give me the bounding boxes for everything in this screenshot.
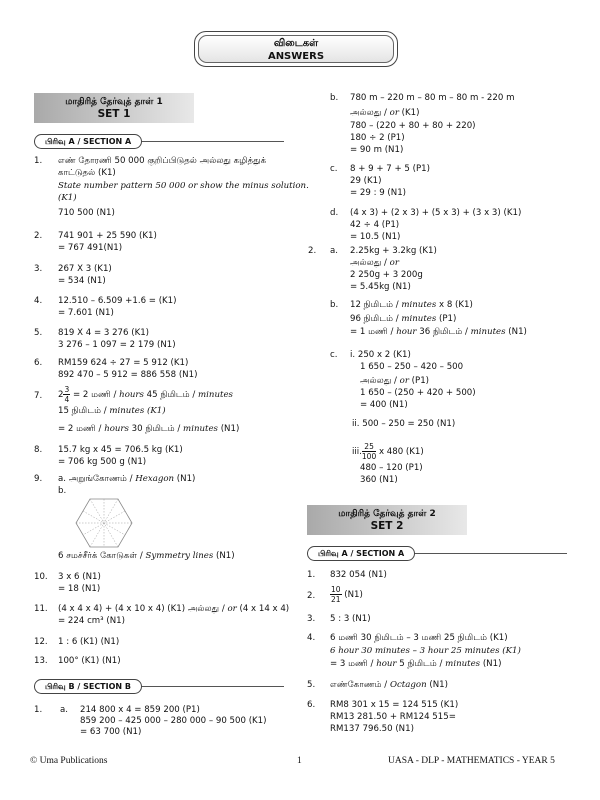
q3-line1: 267 X 3 (K1): [58, 264, 112, 274]
q1-line2: காட்டுதல் (K1): [58, 168, 116, 178]
s4-line1: 6 மணி 30 நிமிடம் – 3 மணி 25 நிமிடம் (K1): [330, 633, 508, 643]
q9-a-italic: Hexagon: [135, 474, 175, 484]
set1-subtitle: SET 1: [97, 108, 131, 120]
r2c-i-line4: 1 650 – (250 + 420 + 500): [360, 388, 476, 398]
r2b-l3-c: 36 நிமிடம் /: [416, 327, 471, 337]
s5-l1-a: எண்கோணம் /: [330, 680, 390, 690]
s5-number: 5.: [307, 680, 316, 690]
q1-line5: 710 500 (N1): [58, 208, 115, 218]
answers-title-inner: [198, 35, 394, 63]
r2b-l3-b: hour: [396, 327, 417, 337]
r2c-iii-num: 25: [362, 442, 376, 452]
q2-line2: = 767 491(N1): [58, 243, 123, 253]
s4-l3-c: 5 நிமிடம் /: [396, 659, 446, 669]
q13-number: 13.: [34, 656, 48, 666]
r2b-line2: [350, 314, 456, 325]
footer-page-number: 1: [297, 756, 302, 766]
q7-line3: [58, 424, 239, 435]
q4-line2: = 7.601 (N1): [58, 308, 114, 318]
set1-title: மாதிரித் தேர்வுத் தாள் 1: [65, 97, 163, 107]
q6-number: 6.: [34, 358, 43, 368]
s4-l3-a: = 3 மணி /: [330, 659, 377, 669]
q7-text-b: hours: [119, 390, 144, 400]
q4-line1: 12.510 – 6.509 +1.6 = (K1): [58, 296, 177, 306]
r2a-l2-b: or: [389, 258, 399, 268]
r2b-label: b.: [330, 300, 339, 310]
rd-line2: 42 ÷ 4 (P1): [350, 220, 400, 230]
r2c-iii-b: x 480 (K1): [376, 447, 424, 457]
s3-number: 3.: [307, 614, 316, 624]
rb-line2: [350, 108, 419, 119]
rb-l2-b: or: [389, 108, 399, 118]
s6-line1: RM8 301 x 15 = 124 515 (K1): [330, 700, 459, 710]
rc-line3: = 29 : 9 (N1): [350, 188, 407, 198]
q7-text-c: 45 நிமிடம் /: [143, 390, 199, 400]
r2b-l3-e: (N1): [505, 327, 527, 337]
r2b-l1-a: 12 நிமிடம் /: [350, 300, 402, 310]
q12-number: 12.: [34, 637, 48, 647]
s3-line1: 5 : 3 (N1): [330, 614, 371, 624]
q11-l1-b: or: [227, 604, 237, 614]
q6-line2: 892 470 – 5 912 = 886 558 (N1): [58, 370, 198, 380]
q7-text-d: minutes: [198, 390, 233, 400]
rb-line4: 180 ÷ 2 (P1): [350, 133, 405, 143]
q7-number: 7.: [34, 391, 43, 401]
s1-number: 1.: [307, 570, 316, 580]
r2a-line4: = 5.45kg (N1): [350, 282, 411, 292]
q9-c-mark: (N1): [213, 551, 235, 561]
q9-a-text: a. அறுங்கோணம் /: [58, 474, 136, 484]
r2b-l2-a: 96 நிமிடம் /: [350, 314, 402, 324]
q12-line1: 1 : 6 (K1) (N1): [58, 637, 120, 647]
q6-line1: RM159 624 ÷ 27 = 5 912 (K1): [58, 358, 189, 368]
r2-number: 2.: [308, 246, 317, 256]
q10-line1: 3 x 6 (N1): [58, 572, 101, 582]
set1-header: [34, 93, 194, 123]
r2a-line1: 2.25kg + 3.2kg (K1): [350, 246, 437, 256]
rc-line2: 29 (K1): [350, 176, 382, 186]
s4-line2: 6 hour 30 minutes – 3 hour 25 minutes (K1): [330, 646, 521, 656]
s5-line1: [330, 680, 448, 691]
s6-line2: RM13 281.50 + RM124 515=: [330, 712, 456, 722]
q9-a-mark: (N1): [174, 474, 196, 484]
rd-label: d.: [330, 208, 339, 218]
rd-line3: = 10.5 (N1): [350, 232, 401, 242]
r2a-l2-a: அல்லது /: [350, 258, 390, 268]
s4-l3-d: minutes: [445, 659, 481, 669]
q7-whole: 2: [58, 390, 64, 400]
q10-line2: = 18 (N1): [58, 584, 101, 594]
rb-label: b.: [330, 93, 339, 103]
s6-number: 6.: [307, 700, 316, 710]
q5-line1: 819 X 4 = 3 276 (K1): [58, 328, 150, 338]
hexagon-symmetry-figure: [68, 496, 140, 550]
q3-number: 3.: [34, 264, 43, 274]
answers-title-box: [194, 31, 398, 67]
r2c-i-line1: i. 250 x 2 (K1): [350, 350, 411, 360]
q1-line4: (K1): [58, 193, 77, 203]
q9-a: [58, 474, 195, 485]
s4-line3: [330, 659, 501, 670]
q11-l1-c: (4 x 14 x 4): [236, 604, 290, 614]
r2c-i3-c: (P1): [408, 376, 430, 386]
q3-line2: = 534 (N1): [58, 276, 106, 286]
r2b-l2-b: minutes: [401, 314, 437, 324]
b1-line1: 214 800 x 4 = 859 200 (P1): [80, 705, 200, 715]
b1-line3: = 63 700 (N1): [80, 727, 142, 737]
q1-line3: State number pattern 50 000 or show the minus solution.: [58, 181, 309, 191]
r2c-iii-line2: 480 – 120 (P1): [360, 463, 423, 473]
q9-c: [58, 551, 235, 562]
q10-number: 10.: [34, 572, 48, 582]
r2b-l1-c: x 8 (K1): [436, 300, 473, 310]
title-tamil: விடைகள்: [273, 38, 319, 49]
r2a-line3: 2 250g + 3 200g: [350, 270, 423, 280]
r2a-line2: [350, 258, 399, 269]
q13-line1: 100° (K1) (N1): [58, 656, 121, 666]
q9-b: b.: [58, 486, 67, 496]
s2-fraction: [330, 585, 342, 604]
r2c-ii: ii. 500 – 250 = 250 (N1): [352, 419, 456, 429]
set2-title: மாதிரித் தேர்வுத் தாள் 2: [338, 509, 436, 519]
q7-l3-b: hours: [104, 424, 129, 434]
r2c-i3-a: அல்லது /: [360, 376, 400, 386]
q7-l2-a: 15 நிமிடம் /: [58, 406, 110, 416]
r2b-l2-c: (P1): [436, 314, 457, 324]
q11-l1-a: (4 x 4 x 4) + (4 x 10 x 4) (K1) அல்லது /: [58, 604, 228, 614]
set2-header: [307, 505, 467, 535]
s6-line3: RM137 796.50 (N1): [330, 724, 414, 734]
rc-line1: 8 + 9 + 7 + 5 (P1): [350, 164, 430, 174]
q7-text-a: = 2 மணி /: [70, 390, 120, 400]
q7-line2: [58, 406, 166, 417]
r2c-iii: [352, 442, 424, 461]
rb-line1: 780 m – 220 m – 80 m – 80 m - 220 m: [350, 93, 515, 103]
q5-number: 5.: [34, 328, 43, 338]
section-b-pill: பிரிவு B / SECTION B: [34, 679, 142, 694]
q7-l2-b: minutes (K1): [109, 406, 166, 416]
q5-line2: 3 276 – 1 097 = 2 179 (N1): [58, 340, 176, 350]
q11-line2: = 224 cm³ (N1): [58, 616, 125, 626]
s4-number: 4.: [307, 633, 316, 643]
r2c-i-line3: [360, 376, 429, 387]
s2-den: 21: [331, 595, 341, 604]
rb-l2-c: (K1): [398, 108, 420, 118]
q7-line1: [58, 385, 233, 404]
q9-c-italic: Symmetry lines: [145, 551, 214, 561]
q4-number: 4.: [34, 296, 43, 306]
q9-c-text: 6 சமச்சீர்க் கோடுகள் /: [58, 551, 146, 561]
s5-l1-b: Octagon: [389, 680, 427, 690]
r2b-line1: [350, 300, 473, 311]
r2c-iii-label: iii.: [352, 447, 362, 457]
q1-number: 1.: [34, 156, 43, 166]
q7-l3-d: minutes: [183, 424, 218, 434]
rb-line3: 780 – (220 + 80 + 80 + 220): [350, 121, 476, 131]
s2-mark: (N1): [341, 590, 363, 600]
q7-denominator: 4: [64, 395, 70, 404]
q1-line1: எண் தோரணி 50 000 குறிப்பிடுதல் அல்லது கழித்துக்: [58, 156, 267, 166]
r2a-label: a.: [330, 246, 338, 256]
s2-number: 2.: [307, 591, 316, 601]
footer-title: UASA - DLP - MATHEMATICS - YEAR 5: [388, 756, 555, 766]
q7-l3-c: 30 நிமிடம் /: [128, 424, 184, 434]
q2-line1: 741 901 + 25 590 (K1): [58, 231, 157, 241]
q11-line1: [58, 604, 289, 615]
s2-num: 10: [331, 585, 341, 594]
s4-l3-e: (N1): [480, 659, 502, 669]
s5-l1-c: (N1): [426, 680, 448, 690]
r2b-l3-d: minutes: [470, 327, 506, 337]
q8-line2: = 706 kg 500 g (N1): [58, 457, 147, 467]
s1-line1: 832 054 (N1): [330, 570, 387, 580]
r2c-i-line5: = 400 (N1): [360, 400, 408, 410]
s2-line1: [330, 585, 363, 604]
footer-publisher: © Uma Publications: [30, 756, 108, 766]
r2c-i3-b: or: [399, 376, 409, 386]
rb-line5: = 90 m (N1): [350, 145, 404, 155]
r2c-iii-fraction: [362, 442, 376, 461]
q9-number: 9.: [34, 474, 43, 484]
q2-number: 2.: [34, 231, 43, 241]
q7-l3-e: (N1): [217, 424, 240, 434]
rb-l2-a: அல்லது /: [350, 108, 390, 118]
set2-subtitle: SET 2: [370, 520, 404, 532]
set2-section-a-pill: பிரிவு A / SECTION A: [307, 546, 415, 561]
rc-label: c.: [330, 164, 338, 174]
b1-line2: 859 200 – 425 000 – 280 000 – 90 500 (K1): [80, 716, 267, 726]
r2c-label: c.: [330, 350, 338, 360]
s4-l3-b: hour: [376, 659, 397, 669]
r2c-iii-den: 100: [361, 452, 377, 461]
title-english: ANSWERS: [267, 51, 325, 62]
q7-l3-a: = 2 மணி /: [58, 424, 105, 434]
q7-numerator: 3: [64, 385, 70, 394]
q8-number: 8.: [34, 445, 43, 455]
section-a-pill: பிரிவு A / SECTION A: [34, 134, 142, 149]
q11-number: 11.: [34, 604, 48, 614]
b1-number: 1.: [34, 705, 43, 715]
r2b-line3: [350, 327, 527, 338]
rd-line1: (4 x 3) + (2 x 3) + (5 x 3) + (3 x 3) (K1): [350, 208, 522, 218]
b1-part-a: a.: [60, 705, 68, 715]
r2c-iii-line3: 360 (N1): [360, 475, 398, 485]
q8-line1: 15.7 kg x 45 = 706.5 kg (K1): [58, 445, 183, 455]
r2c-i-line2: 1 650 – 250 – 420 – 500: [360, 362, 464, 372]
r2b-l1-b: minutes: [401, 300, 437, 310]
r2b-l3-a: = 1 மணி /: [350, 327, 397, 337]
